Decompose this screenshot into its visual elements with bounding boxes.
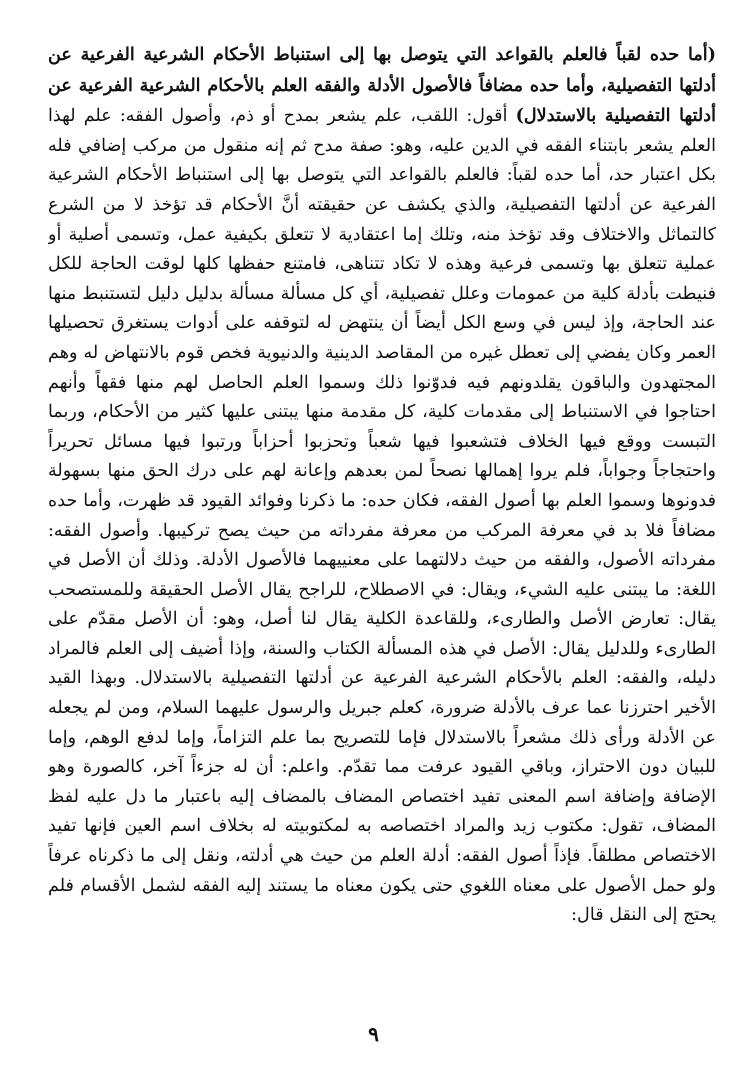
body-paragraph (48, 40, 716, 931)
page-content (48, 40, 716, 1040)
bold-intro-quote: (أما حده لقباً فالعلم بالقواعد التي يتوصل بها إلى استنباط الأحكام الشرعية الفرعية عن أدلتها التفصيلية، وأما حده مضافاً فالأصول الأدلة والفقه العلم بالأحكام الشرعية الفرعية عن أدلتها التفصيلية بالاستدلال) (48, 44, 716, 127)
page-number: ٩ (368, 1022, 379, 1046)
commentary-text: أقول: اللقب، علم يشعر بمدح أو ذم، وأصول الفقه: علم لهذا العلم يشعر بابتناء الفقه في الدين عليه، وهو: صفة مدح ثم إنه منقول من مركب إضافي فله بكل اعتبار حد، أما حده لقباً: فالعلم بالقواعد التي يتوصل بها إلى استنباط الأحكام الشرعية الفرعية عن أدلتها التفصيلية، والذي يكشف عن حقيقته أنَّ الأحكام قد تؤخذ لا من الشرع كالتماثل والاختلاف وقد تؤخذ منه، وتلك إما اعتقادية لا تتعلق بكيفية عمل، وتسمى أصلية أو عملية تتعلق بها وتسمى فرعية وهذه لا تكاد تتناهى، فامتنع حفظها كلها لوقت الحاجة للكل فنيطت بأدلة كلية من عمومات وعلل تفصيلية، أي كل مسألة مسألة بدليل دليل لتستنبط منها عند الحاجة، وإذ ليس في وسع الكل أيضاً أن ينتهض له لتوقفه على أدوات يستغرق تحصيلها العمر وكان يفضي إلى تعطل غيره من المقاصد الدينية والدنيوية فخص قوم بالانتهاض له وهم المجتهدون والباقون يقلدونهم فيه فدوّنوا ذلك وسموا العلم الحاصل لهم منها فقهاً وأنهم احتاجوا في الاستنباط إلى مقدمات كلية، كل مقدمة منها يبتنى عليها كثير من الأحكام، وربما التبست ووقع فيها الخلاف فتشعبوا فيها شعباً وتحزبوا أحزاباً ورتبوا فيها مسائل تحريراً واحتجاجاً وجواباً، فلم يروا إهمالها نصحاً لمن بعدهم وإعانة لهم على درك الحق منها بسهولة فدونوها وسموا العلم بها أصول الفقه، فكان حده: ما ذكرنا وفوائد القيود قد ظهرت، وأما حده مضافاً فلا بد في معرفة المركب من معرفة مفرداته من حيث يصح تركيبها. وأصول الفقه: مفرداته الأصول، والفقه من حيث دلالتهما على معنييهما فالأصول الأدلة. وذلك أن الأصل في اللغة: ما يبتنى عليه الشيء، ويقال: في الاصطلاح، للراجح يقال الأصل الحقيقة وللمستصحب يقال: تعارض الأصل والطارىء، وللقاعدة الكلية يقال لنا أصل، وهو: أن الأصل مقدّم على الطارىء وللدليل يقال: الأصل في هذه المسألة الكتاب والسنة، وإذا أضيف إلى العلم فالمراد دليله، والفقه: العلم بالأحكام الشرعية الفرعية عن أدلتها التفصيلية بالاستدلال. وبهذا القيد الأخير احترزنا عما عرف بالأدلة ضرورة، كعلم جبريل والرسول عليهما السلام، ومن لم يجعله عن الأدلة ورأى ذلك مشعراً بالاستدلال فإما للتصريح بما علم التزاماً، وإما لدفع الوهم، وإما للبيان دون الاحتراز، وباقي القيود عرفت مما تقدّم. واعلم: أن له جزءاً آخر، كالصورة وهو الإضافة وإضافة اسم المعنى تفيد اختصاص المضاف بالمضاف إليه باعتبار ما دل عليه لفظ المضاف، تقول: مكتوب زيد والمراد اختصاصه به لمكتوبيته له بخلاف اسم العين فإنها تفيد الاختصاص مطلقاً. فإذاً أصول الفقه: أدلة العلم من حيث هي أدلته، ونقل إلى ما ذكرناه عرفاً ولو حمل الأصول على معناه اللغوي حتى يكون معناه ما يستند إليه الفقه لشمل الأقسام فلم يحتج إلى النقل قال: (48, 106, 716, 926)
